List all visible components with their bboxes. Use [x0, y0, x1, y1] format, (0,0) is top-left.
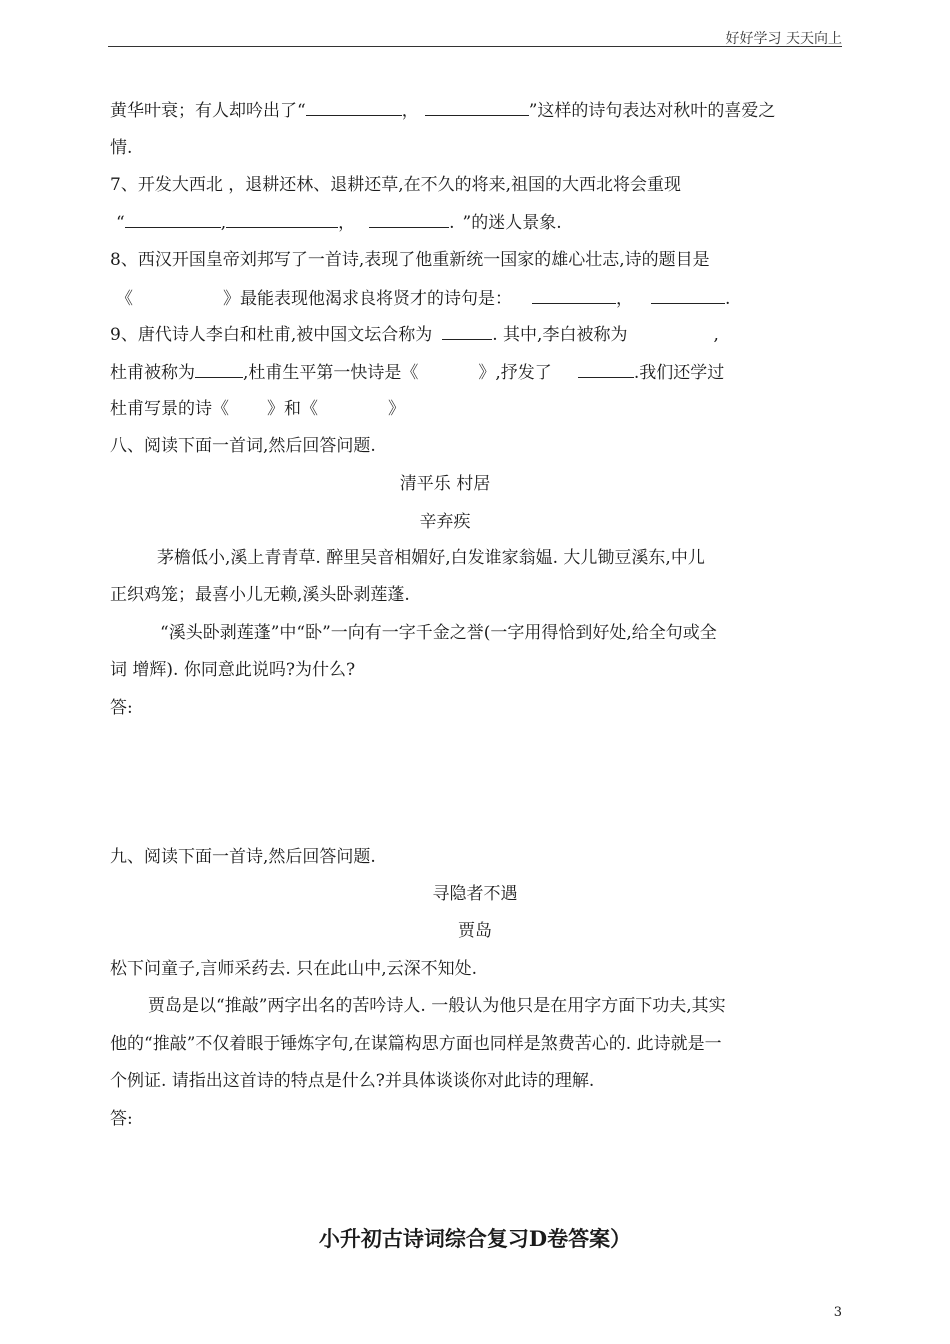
blank — [578, 361, 634, 378]
sec8-author: 辛弃疾 — [419, 512, 471, 532]
sec9-poem-line: 松下问童子,言师采药去. 只在此山中,云深不知处. — [110, 959, 478, 979]
sec8-poem-title: 清平乐 村居 — [399, 474, 491, 494]
sec8-question-line1: “溪头卧剥莲蓬”中“卧”一向有一字千金之誉(一字用得恰到好处,给全句或全 — [160, 623, 717, 643]
sec9-question-line1: 贾岛是以“推敲”两字出名的苦吟诗人. 一般认为他只是在用字方面下功夫,其实 — [148, 996, 726, 1016]
q6-line2: 情. — [110, 138, 133, 158]
blank — [306, 99, 402, 116]
q7-line1: 7、开发大西北 ，退耕还林、退耕还草,在不久的将来,祖国的大西北将会重现 — [110, 175, 682, 195]
sec9-question-line2: 他的“推敲”不仅着眼于锤炼字句,在谋篇构思方面也同样是煞费苦心的. 此诗就是一 — [110, 1034, 722, 1054]
blank — [425, 99, 529, 116]
blank — [125, 211, 221, 228]
header-motto: 好好学习 天天向上 — [725, 31, 842, 47]
blank — [442, 323, 492, 340]
blank — [369, 211, 449, 228]
header-rule — [108, 46, 842, 47]
sec8-poem-line1: 茅檐低小,溪上青青草. 醉里吴音相媚好,白发谁家翁媪. 大儿锄豆溪东,中儿 — [157, 548, 705, 568]
blank — [651, 287, 725, 304]
sec9-heading: 九、阅读下面一首诗,然后回答问题. — [110, 847, 376, 867]
blank — [195, 361, 243, 378]
q8-line1: 8、西汉开国皇帝刘邦写了一首诗,表现了他重新统一国家的雄心壮志,诗的题目是 — [110, 250, 710, 270]
q6-line1: 黄华叶衰；有人却吟出了“ ， ”这样的诗句表达对秋叶的喜爱之 — [110, 101, 776, 121]
sec8-poem-line2: 正织鸡笼；最喜小儿无赖,溪头卧剥莲蓬. — [110, 585, 410, 605]
answer-section-title: 小升初古诗词综合复习D卷答案） — [318, 1226, 632, 1251]
sec9-author: 贾岛 — [458, 921, 492, 941]
sec8-heading: 八、阅读下面一首词,然后回答问题. — [110, 436, 376, 456]
q8-line2: 《 》最能表现他渴求良将贤才的诗句是： ， . — [116, 289, 731, 309]
blank — [532, 287, 616, 304]
sec8-question-line2: 词 增辉). 你同意此说吗?为什么? — [110, 660, 356, 680]
sec9-answer-label: 答: — [110, 1109, 133, 1129]
sec9-question-line3: 个例证. 请指出这首诗的特点是什么?并具体谈谈你对此诗的理解. — [110, 1071, 595, 1091]
sec8-answer-label: 答: — [110, 698, 133, 718]
q9-line1: 9、唐代诗人李白和杜甫,被中国文坛合称为 . 其中,李白被称为 , — [110, 325, 719, 345]
sec9-poem-title: 寻隐者不遇 — [432, 884, 518, 904]
page-number: 3 — [833, 1305, 842, 1320]
blank — [226, 211, 338, 228]
q7-line2: “ , ， . ”的迷人景象. — [116, 213, 562, 233]
q9-line2: 杜甫被称为 ,杜甫生平第一快诗是《 》,抒发了 .我们还学过 — [110, 363, 725, 383]
q9-line3: 杜甫写景的诗《 》和《 》 — [110, 399, 405, 419]
